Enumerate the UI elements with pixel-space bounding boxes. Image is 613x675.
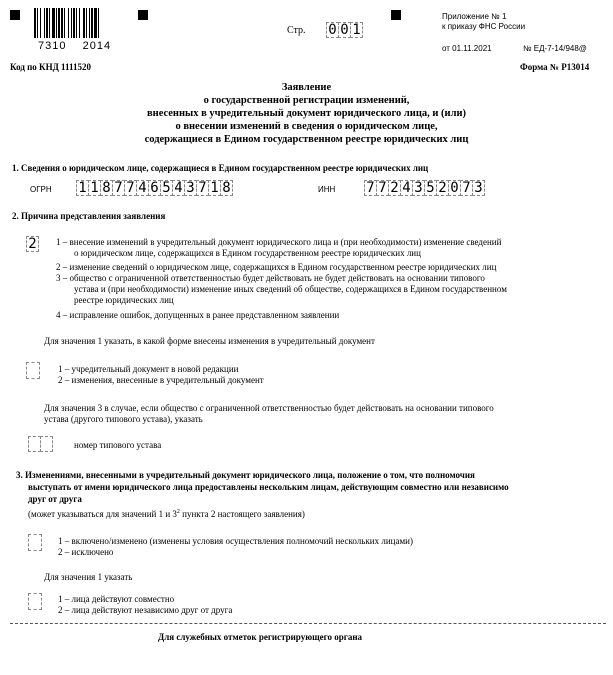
- order-date: от 01.11.2021: [442, 44, 492, 53]
- office-marks-label: Для служебных отметок регистрирующего органа: [158, 632, 363, 642]
- inn-digit-cell[interactable]: 7: [364, 180, 377, 196]
- ogrn-digit-cell[interactable]: 8: [220, 180, 233, 196]
- inn-digit-cell[interactable]: 5: [424, 180, 437, 196]
- ogrn-digit-cell[interactable]: 8: [100, 180, 113, 196]
- barcode-bar: [91, 8, 93, 38]
- barcode-bar: [79, 8, 80, 38]
- barcode-number-left: 7310: [38, 40, 67, 52]
- page-digit-cell[interactable]: 0: [326, 22, 339, 38]
- barcode-bar: [68, 8, 69, 38]
- form-type-cell[interactable]: [26, 362, 40, 379]
- authority-option-1: 1 – включено/изменено (изменены условия осуществления полномочий нескольких лицами): [58, 536, 413, 546]
- barcode-number-right: 2014: [82, 40, 112, 52]
- barcode-bar: [89, 8, 90, 38]
- title-line: содержащиеся в Едином государственном реестре юридических лиц: [144, 134, 469, 145]
- charter-question-2: устава (другого типового устава), указать: [44, 414, 203, 424]
- form-option-2: 2 – изменения, внесенные в учредительный документ: [58, 375, 264, 385]
- reason-option-2: 2 – изменение сведений о юридическом лице, содержащихся в Едином государственном реестре юридических лиц: [56, 262, 497, 272]
- charter-label: номер типового устава: [74, 440, 162, 450]
- page-digit-cell[interactable]: 1: [350, 22, 363, 38]
- barcode-bar: [86, 8, 87, 38]
- inn-digit-cell[interactable]: 3: [412, 180, 425, 196]
- title-line: о внесении изменений в сведения о юридическом лице,: [175, 121, 438, 132]
- appendix-line2: к приказу ФНС России: [442, 22, 526, 31]
- section3-heading-1: 3. Изменениями, внесенными в учредительный документ юридического лица, положение о том, что полномочия: [16, 470, 475, 480]
- reason-cell[interactable]: [26, 236, 38, 252]
- reason-option-3-cont2: реестре юридических лиц: [74, 295, 174, 305]
- corner-marker-mid: [138, 10, 148, 20]
- document-title: [0, 81, 613, 146]
- section3-note-post: пункта 2 настоящего заявления): [179, 509, 305, 519]
- ogrn-digit-cell[interactable]: 4: [172, 180, 185, 196]
- page-number-cells: [326, 22, 362, 38]
- appendix-line1: Приложение № 1: [442, 12, 507, 21]
- reason-option-1-cont: о юридическом лице, содержащихся в Едином государственном реестре юридических лиц: [74, 248, 421, 258]
- title-line: о государственной регистрации изменений,: [203, 95, 410, 106]
- barcode-number: [38, 40, 111, 52]
- charter-digit-2[interactable]: [40, 436, 53, 452]
- inn-digit-cell[interactable]: 4: [400, 180, 413, 196]
- inn-digit-cell[interactable]: 0: [448, 180, 461, 196]
- knd-code: Код по КНД 1111520: [10, 62, 92, 72]
- section3-note-pre: (может указываться для значений 1 и 3: [28, 509, 177, 519]
- form-number: Форма № Р13014: [520, 62, 590, 72]
- barcode-bar: [94, 8, 97, 38]
- section3-heading-3: друг от друга: [28, 494, 82, 504]
- reason-option-3-cont1: устава и (при необходимости) изменение иных сведений об обществе, содержащихся в Едином государственном: [74, 284, 507, 294]
- barcode: [34, 8, 124, 38]
- inn-digit-cell[interactable]: 3: [472, 180, 485, 196]
- authority-cell[interactable]: [28, 534, 42, 551]
- ogrn-digit-cell[interactable]: 7: [112, 180, 125, 196]
- authority-question: Для значения 1 указать: [44, 572, 133, 582]
- corner-marker-right: [391, 10, 401, 20]
- form-question: Для значения 1 указать, в какой форме внесены изменения в учредительный документ: [44, 336, 375, 346]
- barcode-bar: [83, 8, 85, 38]
- section3-note-sup: 2: [176, 509, 180, 515]
- reason-value[interactable]: 2: [26, 236, 39, 252]
- inn-digit-cell[interactable]: 7: [460, 180, 473, 196]
- reason-option-3: 3 – общество с ограниченной ответственностью будет действовать не будет действовать на основании типового: [56, 273, 485, 283]
- authority-option-2: 2 – исключено: [58, 547, 114, 557]
- form-option-1: 1 – учредительный документ в новой редакции: [58, 364, 239, 374]
- ogrn-cells: [76, 180, 232, 196]
- charter-number-cells[interactable]: [28, 436, 52, 452]
- barcode-bar: [73, 8, 75, 38]
- page-label: Стр.: [287, 25, 306, 36]
- barcode-bar: [98, 8, 99, 38]
- ogrn-digit-cell[interactable]: 7: [124, 180, 137, 196]
- section3-note: [28, 507, 305, 520]
- ogrn-digit-cell[interactable]: 6: [148, 180, 161, 196]
- inn-label: ИНН: [318, 185, 336, 194]
- section2-heading: 2. Причина представления заявления: [12, 211, 166, 221]
- ogrn-digit-cell[interactable]: 3: [184, 180, 197, 196]
- ogrn-digit-cell[interactable]: 4: [136, 180, 149, 196]
- reason-option-1: 1 – внесение изменений в учредительный документ юридического лица и (при необходимости) изменение сведений: [56, 237, 502, 247]
- ogrn-digit-cell[interactable]: 1: [88, 180, 101, 196]
- inn-digit-cell[interactable]: 2: [436, 180, 449, 196]
- barcode-bar: [40, 8, 41, 38]
- barcode-bar: [61, 8, 63, 38]
- ogrn-digit-cell[interactable]: 1: [76, 180, 89, 196]
- ogrn-digit-cell[interactable]: 7: [196, 180, 209, 196]
- joint-option-2: 2 – лица действуют независимо друг от друга: [58, 605, 233, 615]
- barcode-bar: [34, 8, 36, 38]
- joint-option-1: 1 – лица действуют совместно: [58, 594, 175, 604]
- barcode-bar: [76, 8, 77, 38]
- inn-digit-cell[interactable]: 2: [388, 180, 401, 196]
- section1-heading: 1. Сведения о юридическом лице, содержащиеся в Едином государственном реестре юридических лиц: [12, 163, 429, 173]
- inn-digit-cell[interactable]: 7: [376, 180, 389, 196]
- joint-action-cell[interactable]: [28, 593, 42, 610]
- dashed-divider: [10, 623, 606, 624]
- barcode-bar: [46, 8, 48, 38]
- order-number: № ЕД-7-14/948@: [523, 44, 587, 53]
- barcode-bar: [56, 8, 57, 38]
- title-line: Заявление: [281, 82, 332, 93]
- barcode-bar: [58, 8, 60, 38]
- page-digit-cell[interactable]: 0: [338, 22, 351, 38]
- barcode-bar: [71, 8, 72, 38]
- ogrn-digit-cell[interactable]: 1: [208, 180, 221, 196]
- barcode-bar: [49, 8, 50, 38]
- reason-option-4: 4 – исправление ошибок, допущенных в ранее представленном заявлении: [56, 310, 340, 320]
- ogrn-label: ОГРН: [30, 185, 52, 194]
- barcode-bar: [64, 8, 65, 38]
- barcode-bar: [44, 8, 45, 38]
- title-line: внесенных в учредительный документ юридического лица, и (или): [146, 108, 467, 119]
- inn-cells: [364, 180, 484, 196]
- barcode-bar: [37, 8, 38, 38]
- barcode-bar: [52, 8, 55, 38]
- ogrn-digit-cell[interactable]: 5: [160, 180, 173, 196]
- section3-heading-2: выступать от имени юридического лица предоставлены нескольким лицам, действующим совместно или независимо: [28, 482, 509, 492]
- corner-marker-left: [10, 10, 20, 20]
- charter-question-1: Для значения 3 в случае, если общество с ограниченной ответственностью будет действовать на основании типового: [44, 403, 494, 413]
